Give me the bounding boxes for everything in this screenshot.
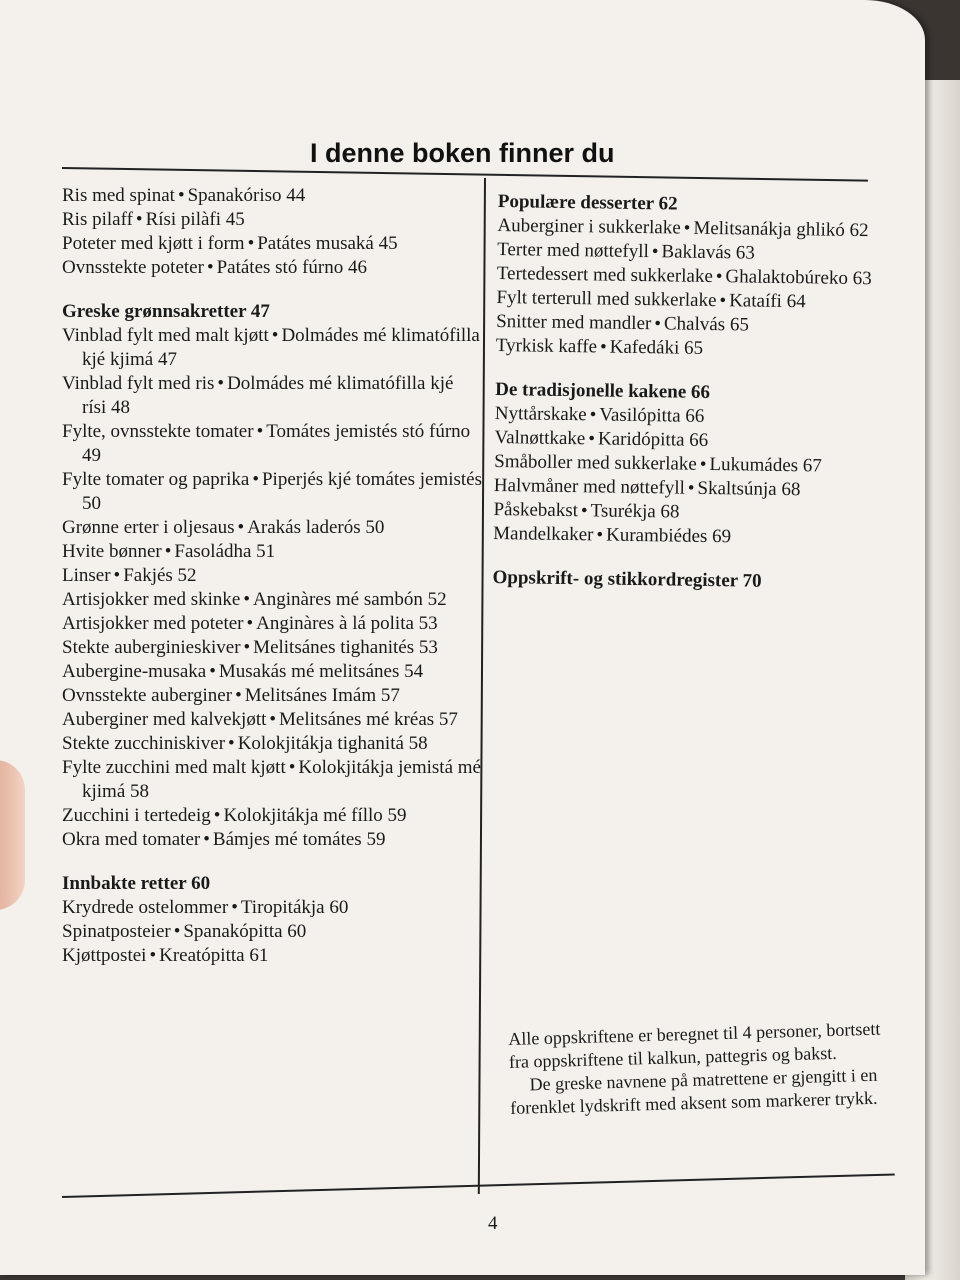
toc-entry [493, 522, 913, 552]
entry-greek-name: Melitsánes tighanités 53 [253, 637, 438, 658]
entry-greek-name: Fakjés 52 [123, 565, 197, 586]
entry-norwegian-name: Zucchini i tertedeig [62, 805, 211, 826]
entry-norwegian-name: Aubergine-musaka [62, 661, 207, 682]
bullet-separator: • [243, 589, 251, 610]
entry-norwegian-name: Hvite bønner [62, 541, 162, 562]
entry-greek-name: Arakás laderós 50 [247, 517, 385, 538]
entry-norwegian-name: Linser [62, 565, 111, 586]
entry-greek-name: Musakás mé melitsánes 54 [218, 661, 424, 682]
bullet-separator: • [256, 421, 264, 442]
entry-norwegian-name: Krydrede ostelommer [62, 897, 229, 918]
toc-entry [62, 232, 482, 256]
entry-norwegian-name: Ris pilaff [62, 209, 133, 230]
top-rule [62, 167, 868, 182]
toc-entry [62, 184, 482, 208]
entry-greek-name: Kolokjitákja tighanitá 58 [237, 733, 428, 754]
entry-norwegian-name: Vinblad fylt med malt kjøtt [62, 325, 269, 346]
toc-entry [62, 468, 482, 516]
entry-norwegian-name: Fylt terterull med sukkerlake [496, 286, 717, 312]
bullet-separator: • [149, 945, 157, 966]
toc-entry [62, 516, 482, 540]
entry-norwegian-name: Snitter med mandler [496, 310, 652, 335]
bullet-separator: • [580, 500, 588, 522]
note-paragraph: Alle oppskriftene er beregnet til 4 personer, bortsett fra oppskriftene til kalkun, pattegris og bakst. [508, 1018, 881, 1072]
finger [0, 760, 25, 910]
entry-norwegian-name: Okra med tomater [62, 829, 201, 850]
bullet-separator: • [687, 477, 695, 499]
bullet-separator: • [271, 325, 279, 346]
toc-entry [62, 612, 482, 636]
entry-norwegian-name: Ovnsstekte poteter [62, 257, 204, 278]
bullet-separator: • [651, 241, 659, 263]
entry-greek-name: Karidópitta 66 [597, 428, 709, 451]
entry-greek-name: Kolokjitákja jemistá mé kjimá 58 [82, 757, 481, 802]
bullet-separator: • [243, 637, 251, 658]
bullet-separator: • [209, 661, 216, 682]
toc-entry [62, 828, 482, 852]
entry-greek-name: Melitsánes Imám 57 [244, 685, 400, 706]
toc-entry [62, 636, 482, 660]
entry-norwegian-name: Fylte, ovnsstekte tomater [62, 421, 254, 442]
bullet-separator: • [228, 733, 235, 754]
bullet-separator: • [173, 921, 181, 942]
bullet-separator: • [589, 404, 597, 426]
bullet-separator: • [113, 565, 121, 586]
entry-norwegian-name: Artisjokker med skinke [62, 589, 241, 610]
toc-entry [62, 324, 482, 372]
entry-norwegian-name: Poteter med kjøtt i form [62, 233, 245, 254]
toc-entry [496, 334, 916, 364]
bullet-separator: • [206, 257, 214, 278]
bullet-separator: • [719, 290, 727, 312]
bullet-separator: • [288, 757, 296, 778]
toc-entry [62, 540, 482, 564]
bullet-separator: • [237, 517, 245, 538]
entry-norwegian-name: Småboller med sukkerlake [494, 450, 697, 475]
note-box [508, 1017, 895, 1120]
bullet-separator: • [683, 217, 691, 239]
toc-entry [62, 708, 482, 732]
entry-greek-name: Fasoládha 51 [174, 541, 276, 562]
entry-norwegian-name: Terter med nøttefyll [497, 238, 649, 263]
toc-entry [62, 208, 482, 232]
entry-norwegian-name: Ris med spinat [62, 185, 175, 206]
page-title: I denne boken finner du [310, 138, 615, 168]
page-number: 4 [488, 1213, 498, 1234]
entry-norwegian-name: Auberginer i sukkerlake [497, 214, 681, 239]
bullet-separator: • [654, 313, 662, 335]
toc-entry [62, 660, 482, 684]
entry-greek-name: Kreatópitta 61 [159, 945, 269, 966]
entry-greek-name: Anginàres à lá polita 53 [256, 613, 438, 634]
entry-norwegian-name: Spinatposteier [62, 921, 171, 942]
section-heading: De tradisjonelle kakene 66 [495, 378, 711, 403]
entry-greek-name: Chalvás 65 [663, 313, 750, 336]
toc-entry [62, 732, 482, 756]
bullet-separator: • [235, 685, 242, 706]
entry-greek-name: Ghalaktobúreko 63 [725, 266, 872, 290]
section-heading: Oppskrift- og stikkordregister 70 [492, 566, 762, 592]
toc-entry [62, 588, 482, 612]
toc-entry [62, 420, 482, 468]
toc-entry [62, 256, 482, 280]
bullet-separator: • [599, 336, 607, 358]
entry-greek-name: Bámjes mé tomátes 59 [212, 829, 386, 850]
entry-greek-name: Vasilópitta 66 [599, 404, 705, 427]
bullet-separator: • [588, 428, 596, 450]
entry-greek-name: Lukumádes 67 [709, 453, 822, 477]
section-heading: Innbakte retter 60 [62, 873, 211, 894]
entry-norwegian-name: Påskebakst [493, 498, 579, 522]
bullet-separator: • [715, 266, 723, 288]
entry-norwegian-name: Stekte auberginieskiver [62, 637, 241, 658]
toc-entry [62, 756, 482, 804]
bullet-separator: • [231, 897, 238, 918]
entry-norwegian-name: Valnøttkake [494, 426, 586, 450]
bullet-separator: • [203, 829, 210, 850]
entry-greek-name: Melitsánes mé kréas 57 [279, 709, 458, 730]
entry-greek-name: Patátes musaká 45 [257, 233, 398, 254]
note-paragraph: De greske navnene på matrettene er gjengitt i en forenklet lydskrift med aksent som markerer trykk. [509, 1064, 878, 1118]
toc-entry [62, 684, 482, 708]
entry-greek-name: Spanakópitta 60 [183, 921, 307, 942]
entry-norwegian-name: Ovnsstekte auberginer [62, 685, 233, 706]
entry-greek-name: Spanakóriso 44 [187, 185, 306, 206]
entry-greek-name: Patátes stó fúrno 46 [216, 257, 367, 278]
entry-norwegian-name: Fylte tomater og paprika [62, 469, 250, 490]
bullet-separator: • [213, 805, 221, 826]
bullet-separator: • [246, 613, 254, 634]
entry-greek-name: Tomátes jemistés stó fúrno 49 [82, 421, 471, 466]
bullet-separator: • [177, 185, 185, 206]
section-heading: Greske grønnsakretter 47 [62, 301, 270, 322]
entry-greek-name: Tsurékja 68 [590, 500, 680, 523]
entry-norwegian-name: Grønne erter i oljesaus [62, 517, 235, 538]
toc-left-column [62, 184, 482, 968]
toc-entry [62, 804, 482, 828]
entry-greek-name: Skaltsúnja 68 [697, 477, 801, 501]
bullet-separator: • [247, 233, 255, 254]
bullet-separator: • [135, 209, 143, 230]
entry-norwegian-name: Stekte zucchiniskiver [62, 733, 226, 754]
toc-entry [62, 564, 482, 588]
entry-greek-name: Piperjés kjé tomátes jemistés 50 [82, 469, 483, 514]
entry-norwegian-name: Fylte zucchini med malt kjøtt [62, 757, 286, 778]
bullet-separator: • [217, 373, 225, 394]
entry-greek-name: Anginàres mé sambón 52 [253, 589, 447, 610]
entry-norwegian-name: Halvmåner med nøttefyll [493, 474, 686, 499]
entry-greek-name: Tiropitákja 60 [240, 897, 349, 918]
entry-norwegian-name: Kjøttpostei [62, 945, 147, 966]
toc-entry [62, 944, 482, 968]
toc-entry [62, 896, 482, 920]
section-heading: Populære desserter 62 [497, 190, 678, 215]
toc-entry [62, 372, 482, 420]
entry-greek-name: Melitsanákja ghlikó 62 [693, 217, 869, 242]
entry-norwegian-name: Mandelkaker [493, 522, 594, 546]
bullet-separator: • [269, 709, 277, 730]
toc-right-column [492, 190, 918, 596]
entry-norwegian-name: Vinblad fylt med ris [62, 373, 215, 394]
entry-greek-name: Kafedáki 65 [609, 336, 704, 359]
bullet-separator: • [699, 453, 707, 475]
bullet-separator: • [164, 541, 172, 562]
entry-norwegian-name: Auberginer med kalvekjøtt [62, 709, 267, 730]
entry-greek-name: Dolmádes mé klimatófilla kjé rísi 48 [82, 373, 454, 418]
bullet-separator: • [252, 469, 259, 490]
entry-greek-name: Kolokjitákja mé fíllo 59 [223, 805, 407, 826]
entry-norwegian-name: Nyttårskake [494, 402, 587, 426]
entry-greek-name: Kurambiédes 69 [605, 524, 732, 548]
entry-greek-name: Kataífi 64 [729, 290, 806, 313]
entry-greek-name: Rísi pilàfi 45 [145, 209, 245, 230]
entry-greek-name: Dolmádes mé klimatófilla kjé kjimá 47 [82, 325, 480, 370]
entry-greek-name: Baklavás 63 [661, 241, 756, 264]
bullet-separator: • [596, 524, 604, 546]
entry-norwegian-name: Tertedessert med sukkerlake [496, 262, 713, 288]
entry-norwegian-name: Tyrkisk kaffe [495, 334, 598, 358]
entry-norwegian-name: Artisjokker med poteter [62, 613, 244, 634]
toc-entry [62, 920, 482, 944]
